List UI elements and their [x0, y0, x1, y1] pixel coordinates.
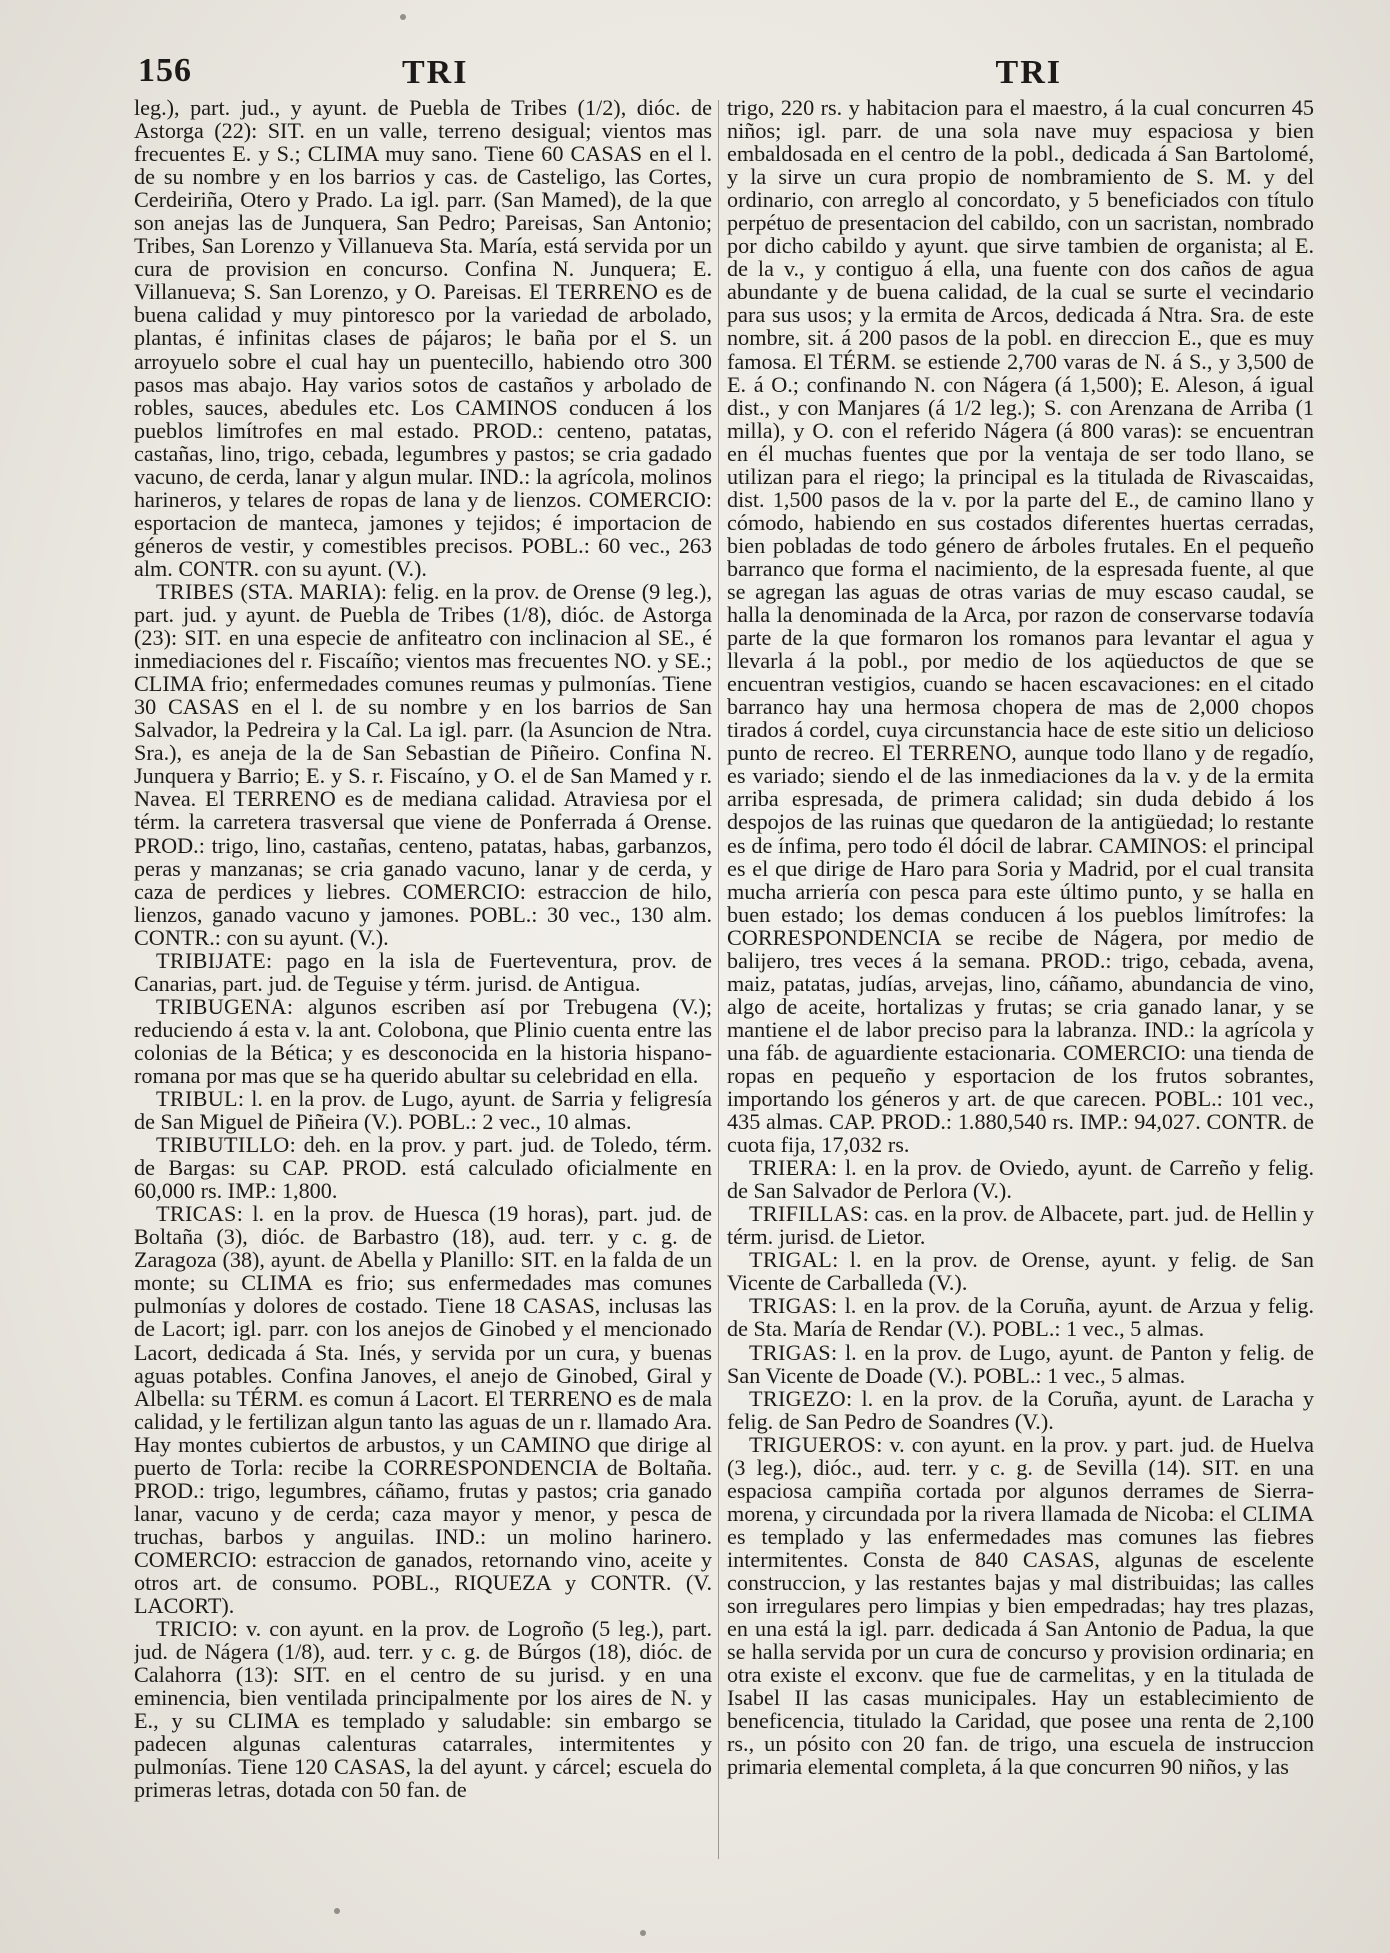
entry-headword: TRIBIJATE [156, 947, 266, 973]
running-head-right: TRI [995, 54, 1062, 91]
entry-headword: TRIERA [749, 1155, 831, 1181]
entry-text: : l. en la prov. de Orense, ayunt. y felig. de San Vicente de Carballeda (V.). [727, 1247, 1314, 1296]
left-column [134, 96, 712, 1863]
dictionary-entry [727, 1341, 1314, 1387]
entry-text: : cas. en la prov. de Albacete, part. jud. de Hellin y térm. jurisd. de Lietor. [727, 1201, 1314, 1250]
paper-speck [400, 14, 406, 20]
entry-headword: TRIBUGENA [156, 993, 287, 1019]
dictionary-entry [727, 1156, 1314, 1202]
entry-text: : l. en la prov. de Lugo, ayunt. de Panton y felig. de San Vicente de Doade (V.). POBL.: 1 vec., 5 almas. [727, 1339, 1314, 1388]
dictionary-entry [727, 1202, 1314, 1248]
dictionary-entry [134, 1087, 712, 1133]
entry-headword: TRIGAL [749, 1247, 833, 1273]
right-column [727, 96, 1314, 1863]
entry-text: (STA. MARIA): felig. en la prov. de Orense (9 leg.), part. jud. y ayunt. de Puebla de Tribes (1/8), dióc. de Astorga (23): SIT. en una especie de anfiteatro con inclinacion al SE., é inmediaciones del r. Fiscaíño; vientos mas frecuentes NO. y SE.; CLIMA frio; enfermedades comunes reumas y pulmonías. Tiene 30 CASAS en el l. de su nombre y en los barrios de San Salvador, la Pedreira y la Cal. La igl. parr. (la Asuncion de Ntra. Sra.), es aneja de la de San Sebastian de Piñeiro. Confina N. Junquera y Barrio; E. y S. r. Fiscaíno, y O. el de San Mamed y r. Navea. El TERRENO es de mediana calidad. Atraviesa por el térm. la carretera trasversal que viene de Ponferrada á Orense. PROD.: trigo, lino, castañas, centeno, patatas, habas, garbanzos, peras y manzanas; se cria ganado vacuno, lanar y de cerda, y caza de perdices y liebres. COMERCIO: estraccion de hilo, lienzos, ganado vacuno y jamones. POBL.: 30 vec., 130 alm. CONTR.: con su ayunt. (V.). [134, 578, 712, 950]
entry-headword: TRIBUL [156, 1086, 238, 1112]
entry-headword: TRICAS [156, 1201, 237, 1227]
entry-text: : v. con ayunt. en la prov. de Logroño (5 leg.), part. jud. de Nágera (1/8), aud. terr. y c. g. de Búrgos (18), dióc. de Calahorra (13): SIT. en el centro de su jurisd. y en una eminencia, bien ventilada principalmente por los aires de N. y E., y su CLIMA es templado y saludable: sin embargo se padecen algunas calenturas catarrales, intermitentes y pulmonías. Tiene 120 CASAS, la del ayunt. y cárcel; escuela do primeras letras, dotada con 50 fan. de [134, 1616, 712, 1803]
dictionary-entry [134, 1617, 712, 1801]
entry-headword: TRIBES [156, 578, 235, 604]
dictionary-entry [727, 1387, 1314, 1433]
continued-entry [727, 96, 1314, 1156]
entry-text: : deh. en la prov. y part. jud. de Toledo, térm. de Bargas: su CAP. PROD. está calculado oficialmente en 60,000 rs. IMP.: 1,800. [134, 1132, 712, 1204]
dictionary-entry [134, 1202, 712, 1617]
entry-headword: TRIGUEROS [749, 1431, 877, 1457]
entry-headword: TRIFILLAS [749, 1201, 863, 1227]
entry-text: : l. en la prov. de la Coruña, ayunt. de Laracha y felig. de San Pedro de Soandres (V.). [727, 1385, 1314, 1434]
entry-headword: TRICIO [156, 1616, 232, 1642]
dictionary-entry [727, 1433, 1314, 1779]
running-head-left: TRI [402, 54, 469, 91]
entry-headword: TRIBUTILLO [156, 1132, 290, 1158]
dictionary-entry [134, 580, 712, 949]
continued-entry [134, 96, 712, 580]
entry-text: : l. en la prov. de Lugo, ayunt. de Sarria y feligresía de San Miguel de Piñeira (V.). POBL.: 2 vec., 10 almas. [134, 1086, 712, 1135]
page-number: 156 [138, 52, 192, 89]
entry-text: : l. en la prov. de la Coruña, ayunt. de Arzua y felig. de Sta. María de Rendar (V.). POBL.: 1 vec., 5 almas. [727, 1293, 1314, 1342]
dictionary-entry [727, 1294, 1314, 1340]
entry-text: : pago en la isla de Fuerteventura, prov. de Canarias, part. jud. de Teguise y térm. jurisd. de Antigua. [134, 947, 712, 996]
entry-headword: TRIGAS [749, 1339, 831, 1365]
entry-text: leg.), part. jud., y ayunt. de Puebla de Tribes (1/2), dióc. de Astorga (22): SIT. en un valle, terreno desigual; vientos mas frecuentes E. y S.; CLIMA muy sano. Tiene 60 CASAS en el l. de su nombre y en los barrios y cas. de Casteligo, las Cortes, Cerdeiriña, Otero y Prado. La igl. parr. (San Mamed), de la que son anejas las de Junquera, San Pedro; Pareisas, San Antonio; Tribes, San Lorenzo y Villanueva Sta. María, está servida por un cura de provision en concurso. Confina N. Junquera; E. Villanueva; S. San Lorenzo, y O. Pareisas. El TERRENO es de buena calidad y muy pintoresco por la variedad de arbolado, plantas, é infinitas clases de pájaros; le baña por el S. un arroyuelo sobre el cual hay un puentecillo, habiendo otro 300 pasos mas abajo. Hay varios sotos de castaños y arbolado de robles, sauces, abedules etc. Los CAMINOS conducen á los pueblos limítrofes en mal estado. PROD.: centeno, patatas, castañas, lino, trigo, cebada, legumbres y pastos; se cria gadado vacuno, de cerda, lanar y algun mular. IND.: la agrícola, molinos harineros, y telares de ropas de lana y de lienzos. COMERCIO: esportacion de manteca, jamones y tejidos; é importacion de géneros de vestir, y comestibles precisos. POBL.: 60 vec., 263 alm. CONTR. con su ayunt. (V.). [134, 96, 712, 581]
dictionary-entry [134, 1133, 712, 1202]
dictionary-entry [727, 1248, 1314, 1294]
entry-text: trigo, 220 rs. y habitacion para el maestro, á la cual concurren 45 niños; igl. parr. de una sola nave muy espaciosa y bien embaldosada en el centro de la pobl., dedicada á San Bartolomé, y la sirve un cura propio de nombramiento de S. M. y del ordinario, con arreglo al concordato, y 5 beneficiados con título perpétuo de presentacion del cabildo, con un sacristan, nombrado por dicho cabildo y ayunt. que sirve tambien de organista; al E. de la v., y contiguo á ella, una fuente con dos caños de agua abundante y de buena calidad, de la cual se surte el vecindario para sus usos; y la ermita de Arcos, dedicada á Ntra. Sra. de este nombre, sit. á 200 pasos de la pobl. en direccion E., que es muy famosa. El TÉRM. se estiende 2,700 varas de N. á S., y 3,500 de E. á O.; confinando N. con Nágera (á 1,500); E. Aleson, á igual dist., y con Manjares (á 1/2 leg.); S. con Arenzana de Arriba (1 milla), y O. con el referido Nágera (á 800 varas): se encuentran en él muchas fuentes que por la ventaja de ser todo llano, se utilizan para el riego; la principal es la titulada de Rivascaidas, dist. 1,500 pasos de la v. por la parte del E., de camino llano y cómodo, habiendo en sus costados diferentes huertas cerradas, bien pobladas de todo género de árboles frutales. En el pequeño barranco que forma el nacimiento, de la espresada fuente, al que se agregan las aguas de otras varias de muy escaso caudal, se halla la denominada de la Arca, por razon de conservarse todavía parte de la que formaron los romanos para levantar el agua y llevarla á la pobl., por medio de los aqüeductos de que se encuentran vestigios, cuando se hacen escavaciones: en el citado barranco hay una hermosa chopera de mas de 2,000 chopos tirados á cordel, cuya circunstancia hace de este sitio un delicioso punto de recreo. El TERRENO, aunque todo llano y de regadío, es variado; siendo el de las inmediaciones da la v. y de la ermita arriba espresada, de primera calidad; sin duda debido á los despojos de las ruinas que quedaron de la antigüedad; lo restante es de ínfima, pero todo él dócil de labrar. CAMINOS: el principal es el que dirige de Haro para Soria y Madrid, por el cual transita mucha arriería con pesca para este último punto, y se halla en buen estado; los demas conducen á los pueblos limítrofes: la CORRESPONDENCIA se recibe de Nágera, por medio de balijero, tres veces á la semana. PROD.: trigo, cebada, avena, maiz, patatas, judías, arvejas, lino, cáñamo, abundancia de vino, algo de aceite, hortalizas y frutas; se cria ganado lanar, y se mantiene el de labor preciso para la labranza. IND.: la agrícola y una fáb. de aguardiente estacionaria. COMERCIO: una tienda de ropas en pequeño y esportacion de los frutos sobrantes, importando los géneros y art. de que carecen. POBL.: 101 vec., 435 almas. CAP. PROD.: 1.880,540 rs. IMP.: 94,027. CONTR. de cuota fija, 17,032 rs. [727, 96, 1314, 1158]
dictionary-entry [134, 995, 712, 1087]
paper-speck [334, 1908, 340, 1914]
entry-headword: TRIGEZO [749, 1385, 846, 1411]
entry-headword: TRIGAS [749, 1293, 831, 1319]
entry-text: : algunos escriben así por Trebugena (V.); reduciendo á esta v. la ant. Colobona, que Plinio cuenta entre las colonias de la Bética; y es desconocida en la historia hispano-romana por mas que se ha querido abultar su celebridad en ella. [134, 993, 712, 1088]
paper-speck [640, 1930, 646, 1936]
entry-text: : l. en la prov. de Oviedo, ayunt. de Carreño y felig. de San Salvador de Perlora (V.). [727, 1155, 1314, 1204]
entry-text: : v. con ayunt. en la prov. y part. jud. de Huelva (3 leg.), dióc., aud. terr. y c. g. de Sevilla (14). SIT. en una espaciosa campiña cortada por algunos derrames de Sierra-morena, y circundada por la rivera llamada de Nicoba: el CLIMA es templado y las enfermedades mas comunes las fiebres intermitentes. Consta de 840 CASAS, algunas de escelente construccion, y las restantes bajas y mal distribuidas; las calles son irregulares pero limpias y bien empedradas; hay tres plazas, en una está la igl. parr. dedicada á San Antonio de Padua, la que se halla servida por un cura de concurso y provision ordinaria; en otra existe el exconv. que fue de carmelitas, y en la titulada de Isabel II las casas municipales. Hay un establecimiento de beneficencia, titulado la Caridad, que posee una renta de 2,100 rs., un pósito con 20 fan. de trigo, una escuela de instruccion primaria elemental completa, á la que concurren 90 niños, y las [727, 1431, 1314, 1780]
dictionary-entry [134, 949, 712, 995]
entry-text: : l. en la prov. de Huesca (19 horas), part. jud. de Boltaña (3), dióc. de Barbastro (18), aud. terr. y c. g. de Zaragoza (38), ayunt. de Abella y Planillo: SIT. en la falda de un monte; su CLIMA es frio; sus enfermedades mas comunes pulmonías y dolores de costado. Tiene 18 CASAS, inclusas las de Lacort; igl. parr. con los anejos de Ginobed y el mencionado Lacort, dedicada á Sta. Inés, y servida por un cura, y buenas aguas potables. Confina Janoves, el anejo de Ginobed, Giral y Albella: su TÉRM. es comun á Lacort. El TERRENO es de mala calidad, y le fertilizan algun tanto las aguas de un r. llamado Ara. Hay montes cubiertos de arbustos, y un CAMINO que dirige al puerto de Torla: recibe la CORRESPONDENCIA de Boltaña. PROD.: trigo, legumbres, cáñamo, frutas y pastos; cria ganado lanar, vacuno y de cerda; caza mayor y menor, y pesca de truchas, barbos y anguilas. IND.: un molino harinero. COMERCIO: estraccion de ganados, retornando vino, aceite y otros art. de consumo. POBL., RIQUEZA y CONTR. (V. LACORT). [134, 1201, 712, 1619]
column-divider [718, 100, 719, 1859]
page-header [138, 52, 1320, 96]
